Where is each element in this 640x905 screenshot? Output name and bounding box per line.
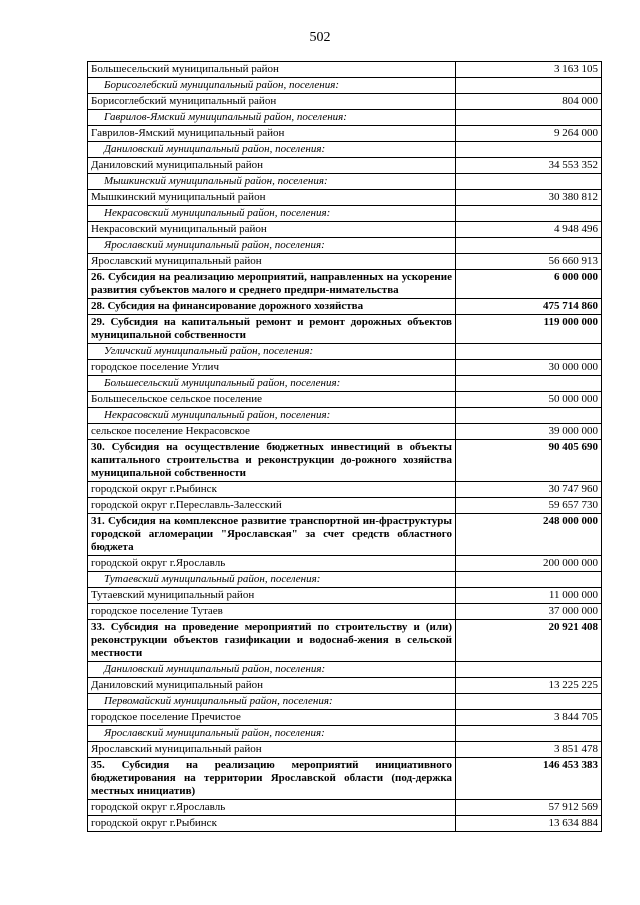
amount-cell: 30 000 000 xyxy=(456,360,602,376)
district-header-label: Большесельский муниципальный район, поселения: xyxy=(88,376,456,392)
amount-cell: 3 851 478 xyxy=(456,742,602,758)
subsidy-section-row xyxy=(88,270,602,299)
table-row xyxy=(88,62,602,78)
amount-cell: 50 000 000 xyxy=(456,392,602,408)
recipient-name: Большесельский муниципальный район xyxy=(88,62,456,78)
district-header-row xyxy=(88,694,602,710)
subsidy-total-amount: 475 714 860 xyxy=(456,299,602,315)
amount-cell: 59 657 730 xyxy=(456,498,602,514)
subsidy-total-amount: 20 921 408 xyxy=(456,620,602,662)
amount-cell xyxy=(456,726,602,742)
amount-cell: 37 000 000 xyxy=(456,604,602,620)
amount-cell: 9 264 000 xyxy=(456,126,602,142)
district-header-label: Гаврилов-Ямский муниципальный район, поселения: xyxy=(88,110,456,126)
recipient-name: Даниловский муниципальный район xyxy=(88,158,456,174)
recipient-name: Мышкинский муниципальный район xyxy=(88,190,456,206)
table-row xyxy=(88,126,602,142)
district-header-label: Борисоглебский муниципальный район, поселения: xyxy=(88,78,456,94)
subsidy-section-row xyxy=(88,514,602,556)
recipient-name: Борисоглебский муниципальный район xyxy=(88,94,456,110)
subsidy-title: 29. Субсидия на капитальный ремонт и ремонт дорожных объектов муниципальной собственности xyxy=(88,315,456,344)
recipient-name: городской округ г.Рыбинск xyxy=(88,816,456,832)
subsidy-title: 26. Субсидия на реализацию мероприятий, направленных на ускорение развития субъектов малого и среднего предпри-нимательства xyxy=(88,270,456,299)
recipient-name: городской округ г.Рыбинск xyxy=(88,482,456,498)
district-header-label: Некрасовский муниципальный район, поселения: xyxy=(88,408,456,424)
district-header-label: Даниловский муниципальный район, поселения: xyxy=(88,142,456,158)
amount-cell xyxy=(456,174,602,190)
table-row xyxy=(88,94,602,110)
district-header-row xyxy=(88,726,602,742)
recipient-name: Ярославский муниципальный район xyxy=(88,742,456,758)
district-header-label: Угличский муниципальный район, поселения: xyxy=(88,344,456,360)
district-header-row xyxy=(88,376,602,392)
subsidy-section-row xyxy=(88,299,602,315)
district-header-label: Тутаевский муниципальный район, поселения: xyxy=(88,572,456,588)
subsidy-title: 28. Субсидия на финансирование дорожного хозяйства xyxy=(88,299,456,315)
amount-cell xyxy=(456,78,602,94)
recipient-name: Тутаевский муниципальный район xyxy=(88,588,456,604)
recipient-name: Даниловский муниципальный район xyxy=(88,678,456,694)
subsidy-section-row xyxy=(88,620,602,662)
recipient-name: городской округ г.Ярославль xyxy=(88,556,456,572)
amount-cell: 56 660 913 xyxy=(456,254,602,270)
amount-cell xyxy=(456,376,602,392)
district-header-label: Ярославский муниципальный район, поселения: xyxy=(88,238,456,254)
amount-cell xyxy=(456,694,602,710)
subsidy-total-amount: 248 000 000 xyxy=(456,514,602,556)
amount-cell: 30 380 812 xyxy=(456,190,602,206)
subsidy-section-row xyxy=(88,315,602,344)
table-row xyxy=(88,360,602,376)
recipient-name: Ярославский муниципальный район xyxy=(88,254,456,270)
table-row xyxy=(88,800,602,816)
recipient-name: городское поселение Тутаев xyxy=(88,604,456,620)
table-row xyxy=(88,742,602,758)
subsidy-section-row xyxy=(88,440,602,482)
district-header-row xyxy=(88,238,602,254)
recipient-name: Большесельское сельское поселение xyxy=(88,392,456,408)
table-row xyxy=(88,604,602,620)
amount-cell: 11 000 000 xyxy=(456,588,602,604)
recipient-name: городское поселение Пречистое xyxy=(88,710,456,726)
table-row xyxy=(88,816,602,832)
recipient-name: сельское поселение Некрасовское xyxy=(88,424,456,440)
table-row xyxy=(88,392,602,408)
district-header-label: Первомайский муниципальный район, поселения: xyxy=(88,694,456,710)
amount-cell xyxy=(456,238,602,254)
amount-cell: 3 163 105 xyxy=(456,62,602,78)
table-row xyxy=(88,678,602,694)
subsidy-total-amount: 146 453 383 xyxy=(456,758,602,800)
amount-cell: 13 634 884 xyxy=(456,816,602,832)
table-row xyxy=(88,556,602,572)
subsidy-total-amount: 90 405 690 xyxy=(456,440,602,482)
district-header-label: Мышкинский муниципальный район, поселения: xyxy=(88,174,456,190)
table-row xyxy=(88,710,602,726)
page-number: 502 xyxy=(309,30,331,45)
amount-cell: 3 844 705 xyxy=(456,710,602,726)
district-header-row xyxy=(88,344,602,360)
amount-cell: 39 000 000 xyxy=(456,424,602,440)
amount-cell: 34 553 352 xyxy=(456,158,602,174)
amount-cell xyxy=(456,662,602,678)
amount-cell xyxy=(456,206,602,222)
table-row xyxy=(88,498,602,514)
recipient-name: городское поселение Углич xyxy=(88,360,456,376)
district-header-row xyxy=(88,110,602,126)
subsidy-title: 31. Субсидия на комплексное развитие транспортной ин-фраструктуры городской агломерации "Ярославская" за счет средств областного бюджета xyxy=(88,514,456,556)
district-header-row xyxy=(88,78,602,94)
budget-table-body xyxy=(88,62,602,832)
amount-cell: 804 000 xyxy=(456,94,602,110)
subsidy-title: 30. Субсидия на осуществление бюджетных инвестиций в объекты капитального строительства и реконструкции до-рожного хозяйства муниципальной собственности xyxy=(88,440,456,482)
amount-cell: 13 225 225 xyxy=(456,678,602,694)
district-header-row xyxy=(88,174,602,190)
subsidy-title: 35. Субсидия на реализацию мероприятий инициативного бюджетирования на территории Ярославской области (под-держка местных инициатив) xyxy=(88,758,456,800)
amount-cell: 4 948 496 xyxy=(456,222,602,238)
amount-cell xyxy=(456,344,602,360)
table-row xyxy=(88,588,602,604)
amount-cell xyxy=(456,572,602,588)
amount-cell: 30 747 960 xyxy=(456,482,602,498)
district-header-row xyxy=(88,662,602,678)
table-row xyxy=(88,222,602,238)
subsidy-total-amount: 119 000 000 xyxy=(456,315,602,344)
district-header-label: Некрасовский муниципальный район, поселения: xyxy=(88,206,456,222)
table-row xyxy=(88,424,602,440)
district-header-row xyxy=(88,206,602,222)
recipient-name: городской округ г.Ярославль xyxy=(88,800,456,816)
recipient-name: Гаврилов-Ямский муниципальный район xyxy=(88,126,456,142)
district-header-label: Даниловский муниципальный район, поселения: xyxy=(88,662,456,678)
subsidy-title: 33. Субсидия на проведение мероприятий по строительству и (или) реконструкции объектов газификации и водоснаб-жения в сельской местности xyxy=(88,620,456,662)
district-header-row xyxy=(88,142,602,158)
district-header-row xyxy=(88,572,602,588)
table-row xyxy=(88,190,602,206)
subsidy-section-row xyxy=(88,758,602,800)
amount-cell: 200 000 000 xyxy=(456,556,602,572)
table-row xyxy=(88,254,602,270)
recipient-name: Некрасовский муниципальный район xyxy=(88,222,456,238)
table-row xyxy=(88,482,602,498)
recipient-name: городской округ г.Переславль-Залесский xyxy=(88,498,456,514)
budget-table xyxy=(87,61,602,832)
table-row xyxy=(88,158,602,174)
district-header-row xyxy=(88,408,602,424)
amount-cell: 57 912 569 xyxy=(456,800,602,816)
amount-cell xyxy=(456,408,602,424)
district-header-label: Ярославский муниципальный район, поселения: xyxy=(88,726,456,742)
amount-cell xyxy=(456,142,602,158)
amount-cell xyxy=(456,110,602,126)
subsidy-total-amount: 6 000 000 xyxy=(456,270,602,299)
